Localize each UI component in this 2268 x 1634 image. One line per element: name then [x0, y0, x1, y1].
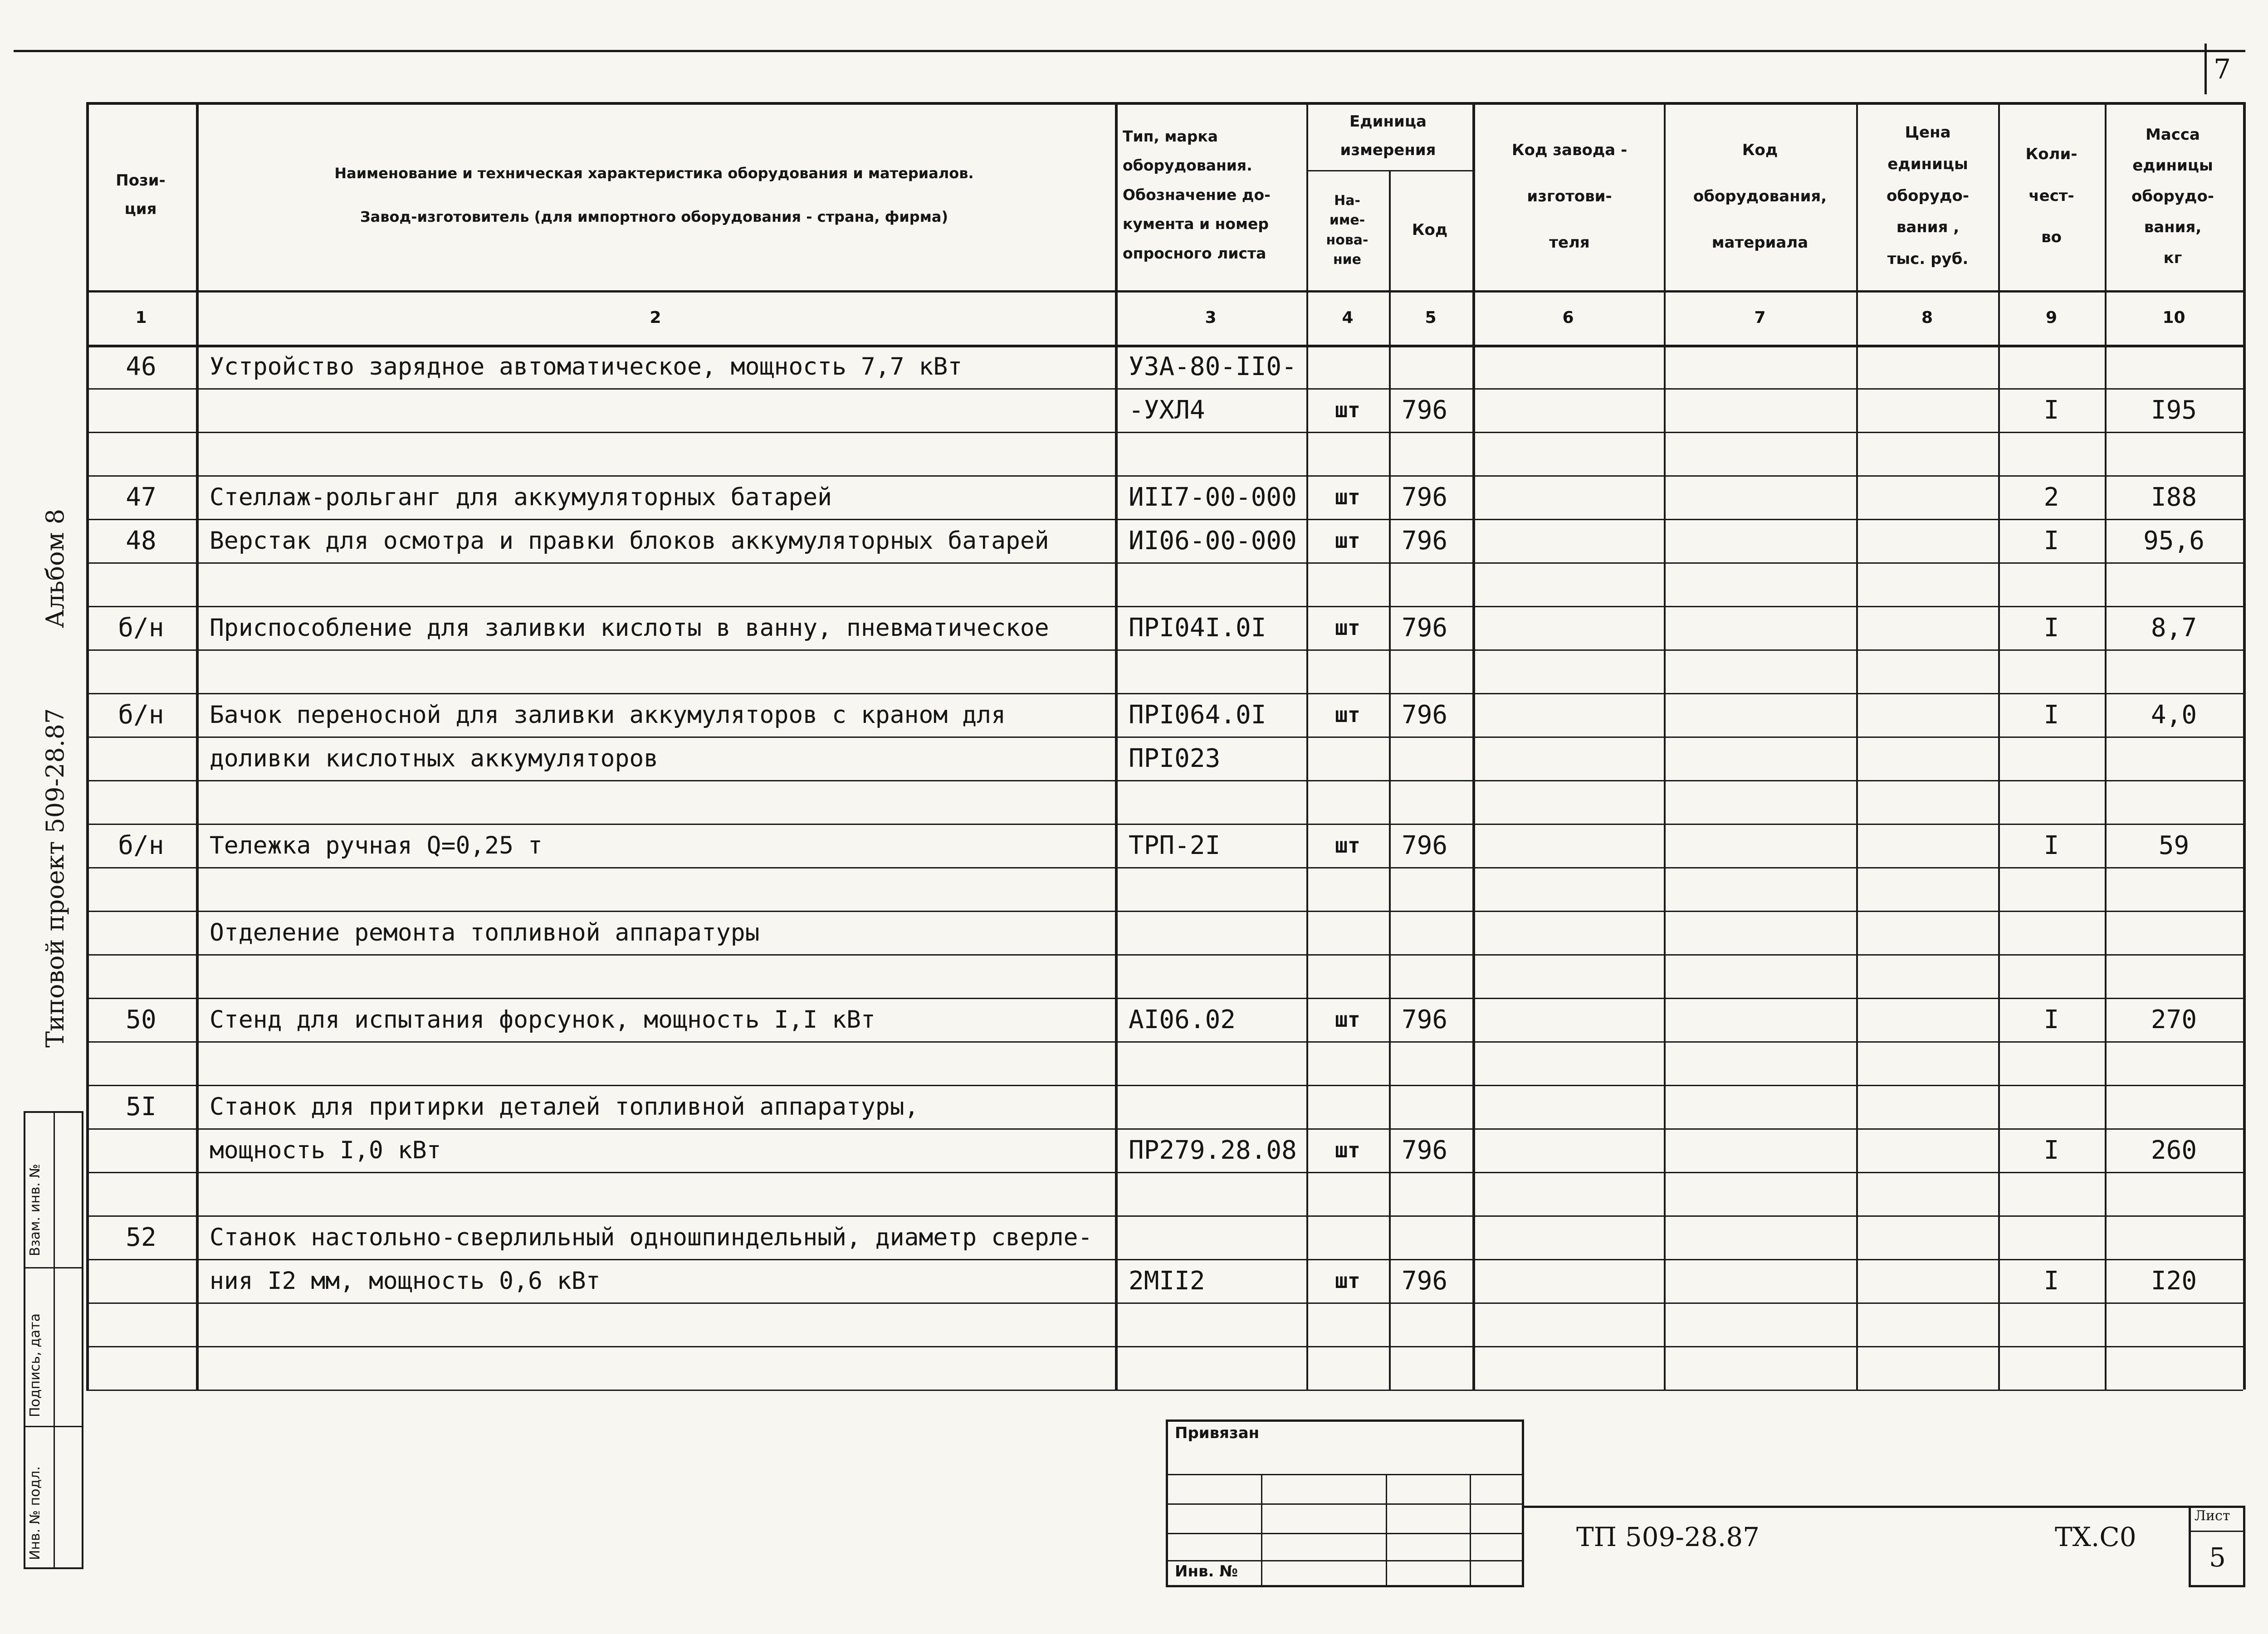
cell-mass [2105, 345, 2243, 388]
cell-unit-code [1402, 867, 1472, 911]
cell-name: Станок настольно-сверлильный одношпиндельный, диаметр сверле- [210, 1223, 1093, 1251]
cell-position [86, 649, 196, 693]
cell-unit-code: 796 [1402, 1005, 1448, 1034]
cell-name: мощность I,0 кВт [210, 1136, 441, 1164]
row-separator-18 [86, 1128, 2243, 1130]
row-separator-19 [86, 1172, 2243, 1173]
cell-name: доливки кислотных аккумуляторов [210, 744, 659, 772]
cell-mass: 95,6 [2143, 526, 2204, 556]
row-separator-15 [86, 998, 2243, 999]
cell-unit [1306, 1085, 1389, 1128]
cell-quantity [1998, 1041, 2105, 1085]
cell-unit-code [1402, 432, 1472, 475]
cell-mass [2105, 867, 2243, 911]
cell-mass [2105, 1302, 2243, 1346]
cell-type: ПР279.28.08 [1129, 1135, 1297, 1165]
cell-unit-code: 796 [1402, 395, 1448, 425]
project-label: Типовой проект 509-28.87 [41, 708, 69, 1048]
cell-type [1129, 1041, 1306, 1085]
column-line-7 [1856, 102, 1858, 1390]
cell-mass [2105, 1215, 2243, 1259]
cell-unit [1306, 1215, 1389, 1259]
cell-unit [1306, 562, 1389, 606]
cell-mass: 260 [2151, 1135, 2197, 1165]
column-number-1: 1 [135, 308, 147, 327]
column-line-9 [2105, 102, 2107, 1390]
column-line-0 [86, 102, 89, 1390]
cell-quantity [1998, 345, 2105, 388]
cell-unit [1306, 737, 1389, 780]
cell-name: Верстак для осмотра и правки блоков аккумуляторных батарей [210, 527, 1049, 555]
cell-quantity [1998, 911, 2105, 954]
cell-name [210, 1041, 1115, 1085]
doc-code: ТП 509-28.87 [1576, 1522, 1760, 1552]
cell-unit [1306, 1302, 1389, 1346]
stamp-label-replace-inv: Взам. инв. № [27, 1164, 43, 1256]
header-mass: Масса единицы оборудо- вания, кг [2131, 125, 2214, 267]
cell-name: Приспособление для заливки кислоты в ванну, пневматическое [210, 614, 1049, 642]
sheet-label: Лист [2195, 1508, 2230, 1524]
sheet-number: 5 [2209, 1542, 2226, 1573]
cell-position: б/н [118, 830, 164, 860]
cell-name [210, 780, 1115, 824]
cell-quantity: I [2043, 526, 2059, 556]
cell-type: ТРП-2I [1129, 830, 1221, 860]
cell-unit-code [1402, 911, 1472, 954]
column-number-5: 5 [1425, 308, 1437, 327]
row-separator-9 [86, 737, 2243, 738]
cell-mass [2105, 1172, 2243, 1215]
cell-position: б/н [118, 613, 164, 643]
cell-type [1129, 867, 1306, 911]
cell-name [210, 1302, 1115, 1346]
cell-position: б/н [118, 700, 164, 730]
cell-name: Тележка ручная Q=0,25 т [210, 831, 543, 859]
cell-position [86, 1259, 196, 1302]
cell-quantity [1998, 1346, 2105, 1390]
cell-quantity [1998, 649, 2105, 693]
row-separator-23 [86, 1346, 2243, 1347]
cell-type: ИI06-00-000 [1129, 526, 1297, 556]
header-pos: Пози- ция [116, 171, 166, 218]
cell-position [86, 1041, 196, 1085]
cell-quantity: I [2043, 1135, 2059, 1165]
cell-type: УЗА-80-II0- [1129, 351, 1297, 381]
cell-mass: I20 [2151, 1266, 2197, 1296]
header-bottom-line [86, 290, 2243, 293]
cell-position: 47 [126, 482, 156, 512]
cell-name [210, 1346, 1115, 1390]
cell-name: ния I2 мм, мощность 0,6 кВт [210, 1267, 601, 1295]
cell-quantity [1998, 954, 2105, 998]
cell-unit-code [1402, 954, 1472, 998]
cell-mass [2105, 737, 2243, 780]
cell-unit [1306, 345, 1389, 388]
cell-unit: шт [1335, 833, 1360, 858]
cell-unit [1306, 954, 1389, 998]
cell-type: АI06.02 [1129, 1005, 1236, 1034]
cell-position [86, 1346, 196, 1390]
row-separator-13 [86, 911, 2243, 912]
album-label: Альбом 8 [41, 508, 69, 628]
row-separator-12 [86, 867, 2243, 868]
column-line-10 [2243, 102, 2246, 1390]
cell-unit-code [1402, 1041, 1472, 1085]
row-separator-1 [86, 388, 2243, 390]
cell-unit: шт [1335, 528, 1360, 553]
cell-unit-code: 796 [1402, 482, 1448, 512]
cell-position [86, 562, 196, 606]
cell-unit: шт [1335, 1138, 1360, 1162]
cell-quantity [1998, 432, 2105, 475]
cell-name [210, 954, 1115, 998]
cell-unit-code [1402, 780, 1472, 824]
cell-unit [1306, 1041, 1389, 1085]
cell-position [86, 1302, 196, 1346]
cell-name: Бачок переносной для заливки аккумуляторов с краном для [210, 701, 1006, 729]
column-line-8 [1998, 102, 2000, 1390]
cell-quantity [1998, 1172, 2105, 1215]
cell-type [1129, 432, 1306, 475]
header-name: Наименование и техническая характеристика оборудования и материалов. Завод-изготовитель (для импортного оборудования - страна, фирма) [334, 165, 974, 225]
cell-unit-code [1402, 649, 1472, 693]
cell-type: ПРI023 [1129, 743, 1221, 773]
header-plant-code: Код завода - изготови- теля [1511, 141, 1628, 252]
sheet-corner-number: 7 [2214, 54, 2231, 85]
column-number-9: 9 [2045, 308, 2058, 327]
cell-type: 2МII2 [1129, 1266, 1205, 1296]
cell-position [86, 1172, 196, 1215]
cell-name: Устройство зарядное автоматическое, мощность 7,7 кВт [210, 352, 963, 380]
cell-unit [1306, 1346, 1389, 1390]
column-line-3 [1306, 102, 1308, 1390]
cell-position [86, 954, 196, 998]
cell-unit: шт [1335, 1007, 1360, 1032]
cell-unit: шт [1335, 1268, 1360, 1293]
cell-type: -УХЛ4 [1129, 395, 1205, 425]
cell-unit [1306, 432, 1389, 475]
cell-unit [1306, 1172, 1389, 1215]
column-number-6: 6 [1562, 308, 1574, 327]
column-number-10: 10 [2162, 308, 2185, 327]
cell-position [86, 432, 196, 475]
cell-unit-code: 796 [1402, 830, 1448, 860]
stamp-label-signature: Подпись, дата [27, 1313, 43, 1417]
cell-name [210, 649, 1115, 693]
cell-unit-code: 796 [1402, 1135, 1448, 1165]
cell-unit-code [1402, 345, 1472, 388]
title-block-right [1524, 1506, 2245, 1508]
cell-unit-code: 796 [1402, 1266, 1448, 1296]
cell-unit [1306, 780, 1389, 824]
cell-quantity [1998, 1215, 2105, 1259]
cell-mass [2105, 562, 2243, 606]
cell-position [86, 737, 196, 780]
cell-quantity [1998, 780, 2105, 824]
cell-unit [1306, 911, 1389, 954]
cell-name: Стеллаж-рольганг для аккумуляторных батарей [210, 483, 832, 511]
cell-position: 5I [126, 1092, 156, 1122]
cell-quantity [1998, 867, 2105, 911]
column-line-2 [1115, 102, 1118, 1390]
cell-quantity [1998, 1085, 2105, 1128]
doc-mark: ТХ.С0 [2055, 1522, 2136, 1552]
cell-unit-code: 796 [1402, 613, 1448, 643]
cell-unit: шт [1335, 615, 1360, 640]
cell-position: 46 [126, 351, 156, 381]
cell-mass [2105, 1085, 2243, 1128]
cell-name [210, 562, 1115, 606]
cell-position: 52 [126, 1222, 156, 1252]
cell-quantity: I [2043, 1005, 2059, 1034]
cell-unit: шт [1335, 702, 1360, 727]
header-qty: Коли- чест- во [2025, 145, 2077, 247]
cell-unit: шт [1335, 398, 1360, 422]
row-separator-14 [86, 954, 2243, 956]
row-separator-20 [86, 1215, 2243, 1217]
cell-position [86, 1128, 196, 1172]
cell-quantity: I [2043, 613, 2059, 643]
header-equip-code: Код оборудования, материала [1693, 141, 1827, 252]
row-separator-17 [86, 1085, 2243, 1086]
cell-type: ПРI04I.0I [1129, 613, 1266, 643]
cell-unit-code [1402, 737, 1472, 780]
cell-mass: 59 [2158, 830, 2190, 860]
cell-mass: 8,7 [2151, 613, 2197, 643]
cell-quantity: I [2043, 700, 2059, 730]
cell-type: ПРI064.0I [1129, 700, 1266, 730]
cell-type [1129, 562, 1306, 606]
cell-quantity: I [2043, 395, 2059, 425]
row-separator-4 [86, 519, 2243, 520]
row-separator-3 [86, 475, 2243, 477]
cell-position: 48 [126, 526, 156, 556]
cell-quantity: I [2043, 1266, 2059, 1296]
cell-name [210, 432, 1115, 475]
cell-mass: I88 [2151, 482, 2197, 512]
cell-position: 50 [126, 1005, 156, 1034]
row-separator-22 [86, 1302, 2243, 1304]
cell-type [1129, 1172, 1306, 1215]
row-separator-16 [86, 1041, 2243, 1043]
cell-unit-code: 796 [1402, 700, 1448, 730]
column-line-1 [196, 102, 199, 1390]
cell-mass [2105, 780, 2243, 824]
cell-unit-code [1402, 1085, 1472, 1128]
column-line-6 [1664, 102, 1666, 1390]
row-separator-6 [86, 606, 2243, 607]
row-separator-8 [86, 693, 2243, 694]
cell-quantity [1998, 1302, 2105, 1346]
cell-position [86, 388, 196, 432]
cell-type [1129, 649, 1306, 693]
cell-mass [2105, 1041, 2243, 1085]
header-unit-name: На- име- нова- ние [1326, 192, 1369, 268]
cell-type [1129, 1215, 1306, 1259]
column-number-7: 7 [1754, 308, 1766, 327]
row-separator-10 [86, 780, 2243, 781]
row-separator-24 [86, 1390, 2243, 1391]
column-number-8: 8 [1921, 308, 1933, 327]
cell-mass: 270 [2151, 1005, 2197, 1034]
row-separator-7 [86, 649, 2243, 651]
cell-mass [2105, 954, 2243, 998]
cell-type [1129, 954, 1306, 998]
table-top-line [86, 102, 2243, 105]
cell-unit-code [1402, 1346, 1472, 1390]
header-type: Тип, марка оборудования. Обозначение до- кумента и номер опросного листа [1123, 127, 1271, 262]
cell-type [1129, 1346, 1306, 1390]
column-number-4: 4 [1342, 308, 1354, 327]
header-unit-group: Единица измерения [1340, 112, 1436, 159]
cell-type: ИII7-00-000 [1129, 482, 1297, 512]
cell-type [1129, 911, 1306, 954]
cell-name [210, 388, 1115, 432]
row-separator-21 [86, 1259, 2243, 1260]
cell-quantity [1998, 737, 2105, 780]
cell-mass [2105, 649, 2243, 693]
cell-name: Станок для притирки деталей топливной аппаратуры, [210, 1093, 919, 1121]
cell-unit [1306, 867, 1389, 911]
cell-unit-code [1402, 1172, 1472, 1215]
cell-quantity: I [2043, 830, 2059, 860]
column-number-3: 3 [1205, 308, 1217, 327]
stamp-label-inv-orig: Инв. № подл. [27, 1466, 43, 1560]
row-separator-5 [86, 562, 2243, 564]
cell-name: Отделение ремонта топливной аппаратуры [210, 918, 760, 946]
header-unit-code: Код [1412, 221, 1448, 239]
cell-unit: шт [1335, 485, 1360, 509]
cell-position [86, 911, 196, 954]
cell-position [86, 867, 196, 911]
bound-label: Привязан [1175, 1424, 1260, 1442]
cell-mass [2105, 1346, 2243, 1390]
cell-type [1129, 1085, 1306, 1128]
cell-mass: 4,0 [2151, 700, 2197, 730]
cell-position [86, 780, 196, 824]
cell-mass [2105, 432, 2243, 475]
row-separator-11 [86, 824, 2243, 825]
colnum-bottom-line [86, 345, 2243, 347]
cell-unit [1306, 649, 1389, 693]
cell-quantity: 2 [2043, 482, 2059, 512]
inv-label: Инв. № [1175, 1562, 1238, 1580]
cell-mass [2105, 911, 2243, 954]
cell-unit-code [1402, 1215, 1472, 1259]
column-line-5 [1472, 102, 1475, 1390]
column-number-2: 2 [650, 308, 661, 327]
header-price: Цена единицы оборудо- вания , тыс. руб. [1887, 123, 1969, 268]
cell-type [1129, 780, 1306, 824]
cell-name [210, 867, 1115, 911]
cell-mass: I95 [2151, 395, 2197, 425]
cell-name: Стенд для испытания форсунок, мощность I,I кВт [210, 1005, 875, 1034]
cell-unit-code: 796 [1402, 526, 1448, 556]
cell-type [1129, 1302, 1306, 1346]
row-separator-2 [86, 432, 2243, 433]
cell-quantity [1998, 562, 2105, 606]
cell-unit-code [1402, 562, 1472, 606]
cell-name [210, 1172, 1115, 1215]
cell-unit-code [1402, 1302, 1472, 1346]
